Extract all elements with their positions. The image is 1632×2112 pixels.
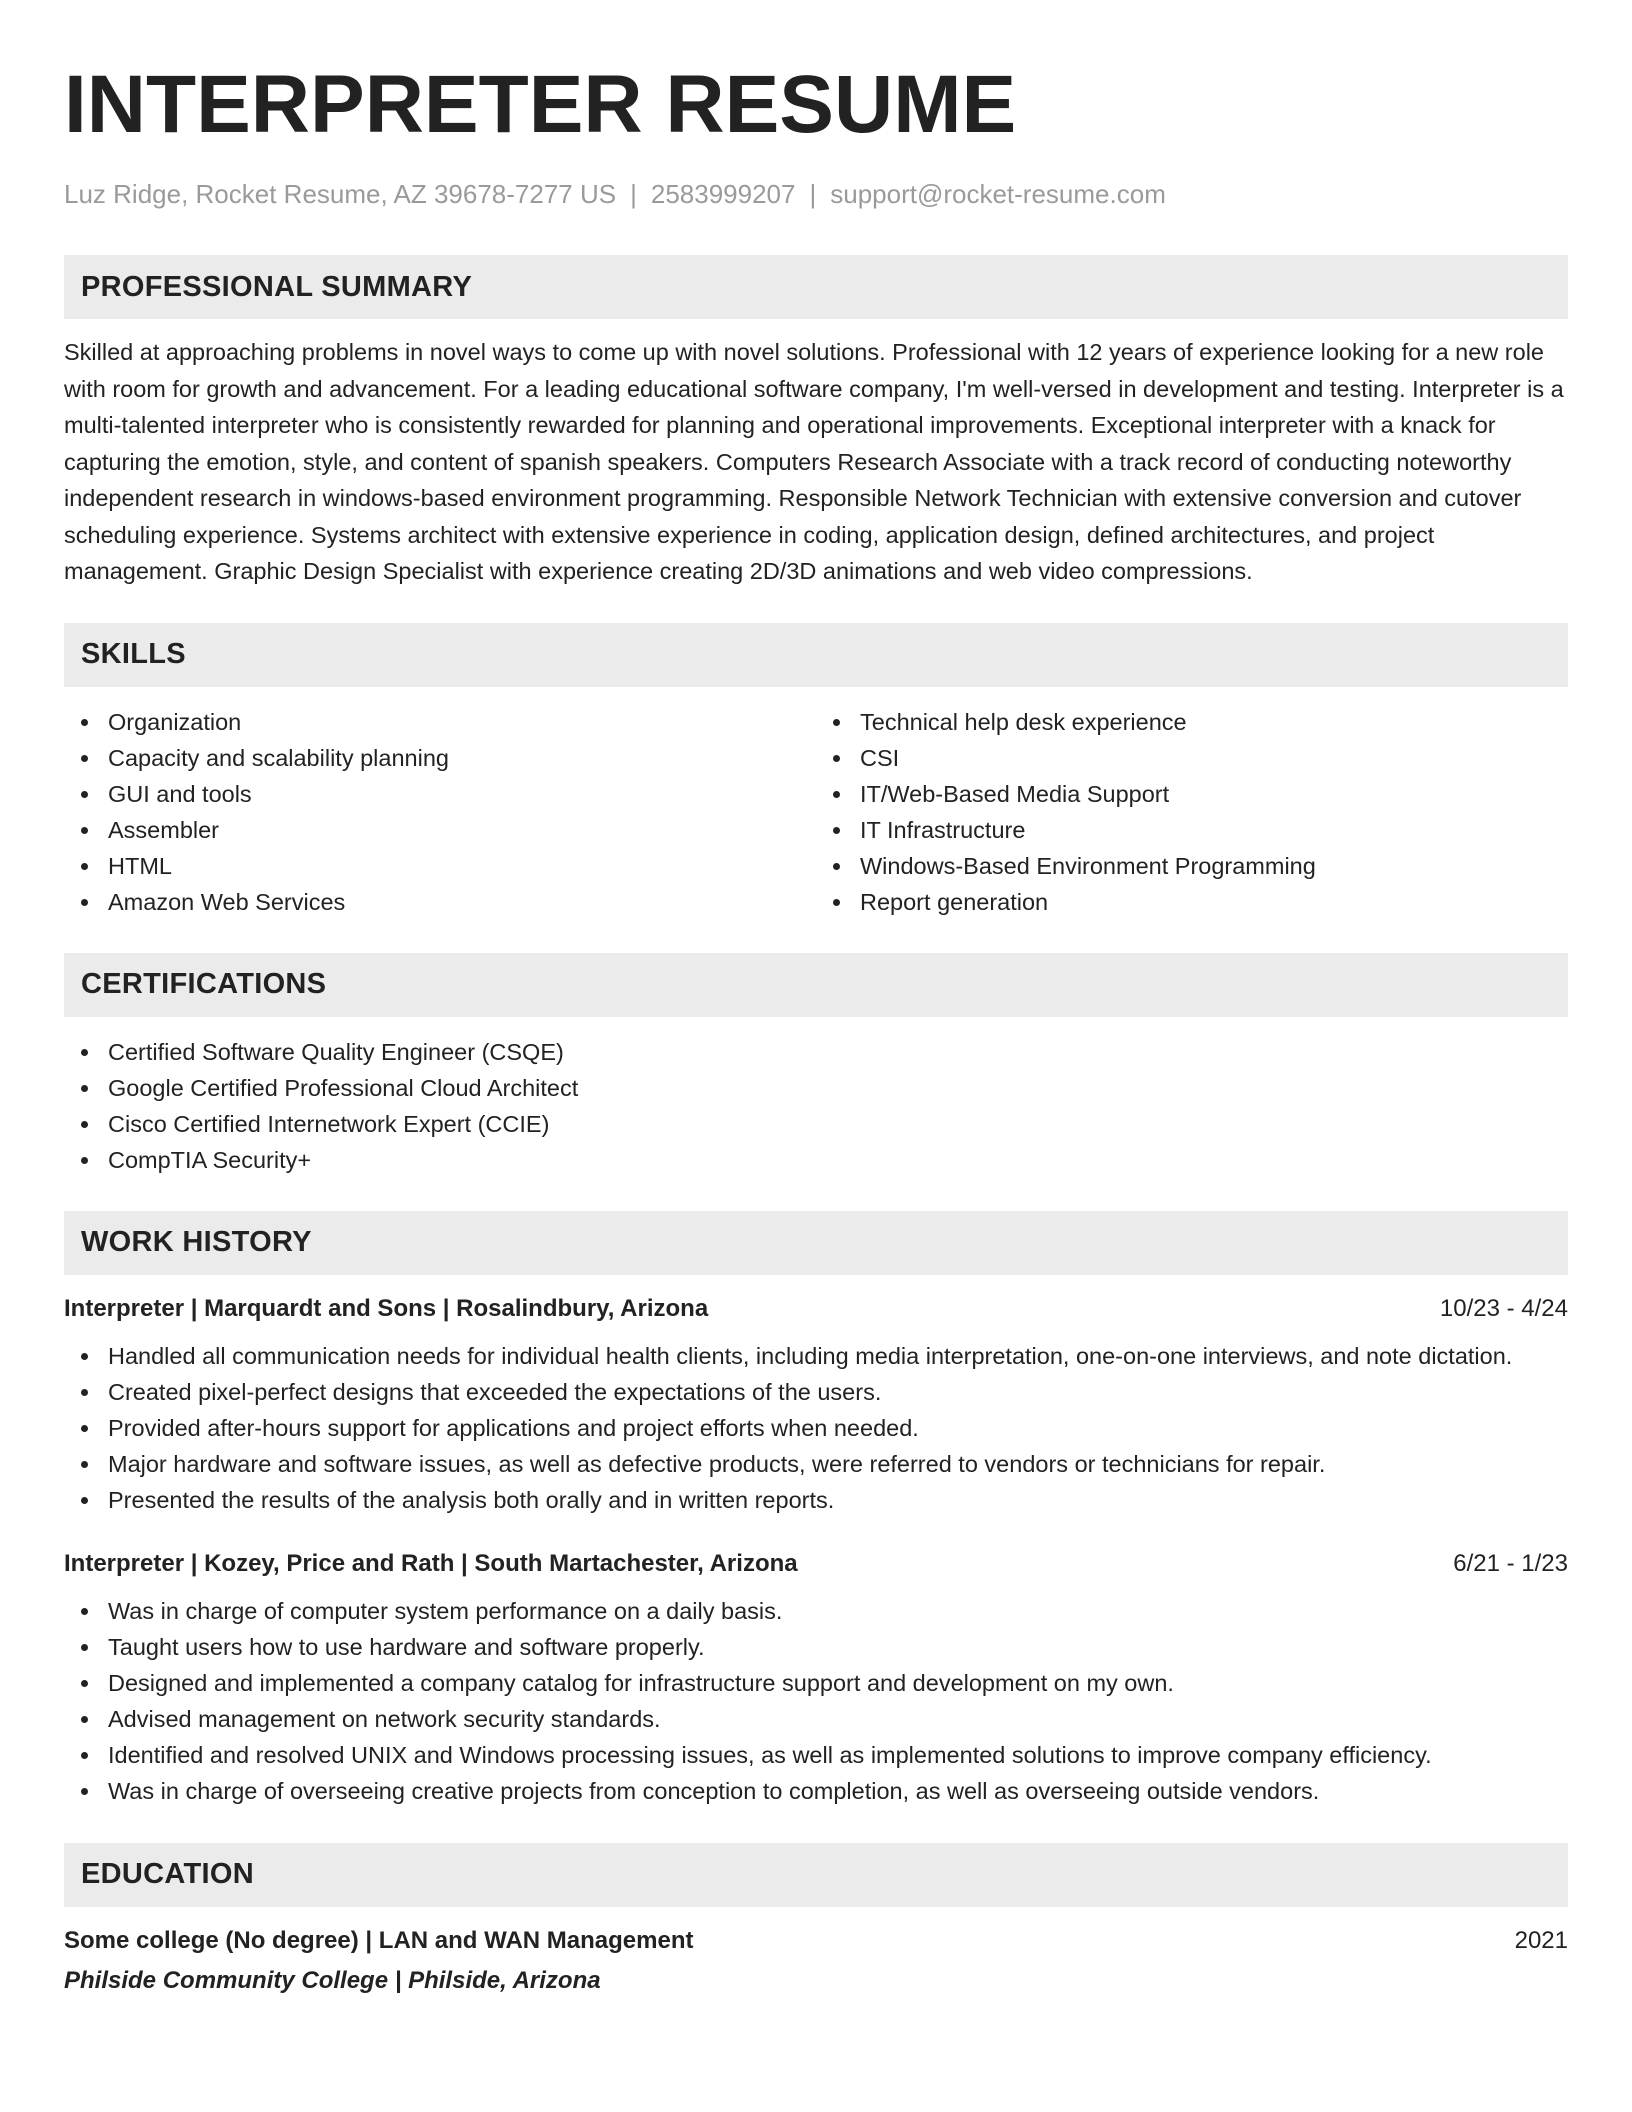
job-bullets — [64, 1338, 1568, 1518]
certification-item: Certified Software Quality Engineer (CSQE) — [64, 1034, 1568, 1070]
section-header-education: EDUCATION — [64, 1843, 1568, 1907]
section-header-work-history: WORK HISTORY — [64, 1211, 1568, 1275]
skill-item: IT Infrastructure — [816, 812, 1568, 848]
skill-item: IT/Web-Based Media Support — [816, 776, 1568, 812]
certification-item: Google Certified Professional Cloud Architect — [64, 1070, 1568, 1106]
skill-item: GUI and tools — [64, 776, 816, 812]
contact-separator: | — [809, 179, 817, 209]
job-bullet: Created pixel-perfect designs that exceeded the expectations of the users. — [64, 1374, 1568, 1410]
contact-email: support@rocket-resume.com — [830, 179, 1166, 209]
job-bullet: Advised management on network security standards. — [64, 1701, 1568, 1737]
skill-item: Windows-Based Environment Programming — [816, 848, 1568, 884]
skills-list-left — [64, 704, 816, 920]
certification-item: Cisco Certified Internetwork Expert (CCIE) — [64, 1106, 1568, 1142]
contact-phone: 2583999207 — [650, 179, 796, 209]
contact-line — [64, 178, 1568, 210]
job-header — [64, 1548, 1568, 1580]
skill-item: Assembler — [64, 812, 816, 848]
skills-column-right — [816, 704, 1568, 920]
job-dates: 10/23 - 4/24 — [1439, 1294, 1568, 1322]
job-bullet: Designed and implemented a company catalog for infrastructure support and development on my own. — [64, 1665, 1568, 1701]
job-entry — [64, 1548, 1568, 1809]
job-title: Interpreter | Kozey, Price and Rath | South Martachester, Arizona — [64, 1549, 798, 1577]
skill-item: Amazon Web Services — [64, 884, 816, 920]
skills-list-right — [816, 704, 1568, 920]
resume-title: INTERPRETER RESUME — [64, 59, 1017, 150]
job-entry — [64, 1293, 1568, 1518]
contact-separator: | — [630, 179, 637, 209]
education-degree: Some college (No degree) | LAN and WAN Management — [64, 1926, 694, 1954]
job-bullet: Identified and resolved UNIX and Windows processing issues, as well as implemented solutions to improve company efficiency. — [64, 1737, 1568, 1773]
skill-item: CSI — [816, 740, 1568, 776]
job-bullet: Presented the results of the analysis both orally and in written reports. — [64, 1482, 1568, 1518]
skills-column-left — [64, 704, 816, 920]
summary-text: Skilled at approaching problems in novel ways to come up with novel solutions. Professional with 12 years of experience looking for a new role with room for growth and advancement. For a leading educational software company, I'm well-versed in development and testing. Interpreter is a multi-talented interpreter who is consistently rewarded for planning and operational improvements. Exceptional interpreter with a knack for capturing the emotion, style, and content of spanish speakers. Computers Research Associate with a track record of conducting noteworthy independent research in windows-based environment programming. Responsible Network Technician with extensive conversion and cutover scheduling experience. Systems architect with extensive experience in coding, application design, defined architectures, and project management. Graphic Design Specialist with experience creating 2D/3D animations and web video compressions. — [64, 339, 1564, 584]
education-school: Philside Community College | Philside, Arizona — [64, 1966, 601, 1994]
skills-columns — [64, 704, 1568, 920]
job-bullet: Handled all communication needs for individual health clients, including media interpretation, one-on-one interviews, and note dictation. — [64, 1338, 1568, 1374]
section-header-certifications: CERTIFICATIONS — [64, 953, 1568, 1017]
certification-item: CompTIA Security+ — [64, 1142, 1568, 1178]
skill-item: Capacity and scalability planning — [64, 740, 816, 776]
education-year: 2021 — [1514, 1926, 1568, 1954]
skill-item: HTML — [64, 848, 816, 884]
education-header — [64, 1925, 1568, 1957]
section-header-summary: PROFESSIONAL SUMMARY — [64, 255, 1568, 319]
job-dates: 6/21 - 1/23 — [1453, 1549, 1568, 1577]
contact-address: Luz Ridge, Rocket Resume, AZ 39678-7277 US — [64, 179, 617, 209]
job-bullet: Major hardware and software issues, as well as defective products, were referred to vendors or technicians for repair. — [64, 1446, 1568, 1482]
job-title: Interpreter | Marquardt and Sons | Rosalindbury, Arizona — [64, 1294, 709, 1322]
section-header-skills: SKILLS — [64, 623, 1568, 687]
skill-item: Organization — [64, 704, 816, 740]
job-bullet: Provided after-hours support for applications and project efforts when needed. — [64, 1410, 1568, 1446]
skill-item: Report generation — [816, 884, 1568, 920]
job-bullet: Was in charge of computer system performance on a daily basis. — [64, 1593, 1568, 1629]
skill-item: Technical help desk experience — [816, 704, 1568, 740]
job-bullets — [64, 1593, 1568, 1809]
job-bullet: Was in charge of overseeing creative projects from conception to completion, as well as overseeing outside vendors. — [64, 1773, 1568, 1809]
certifications-list — [64, 1034, 1568, 1178]
job-header — [64, 1293, 1568, 1325]
job-bullet: Taught users how to use hardware and software properly. — [64, 1629, 1568, 1665]
